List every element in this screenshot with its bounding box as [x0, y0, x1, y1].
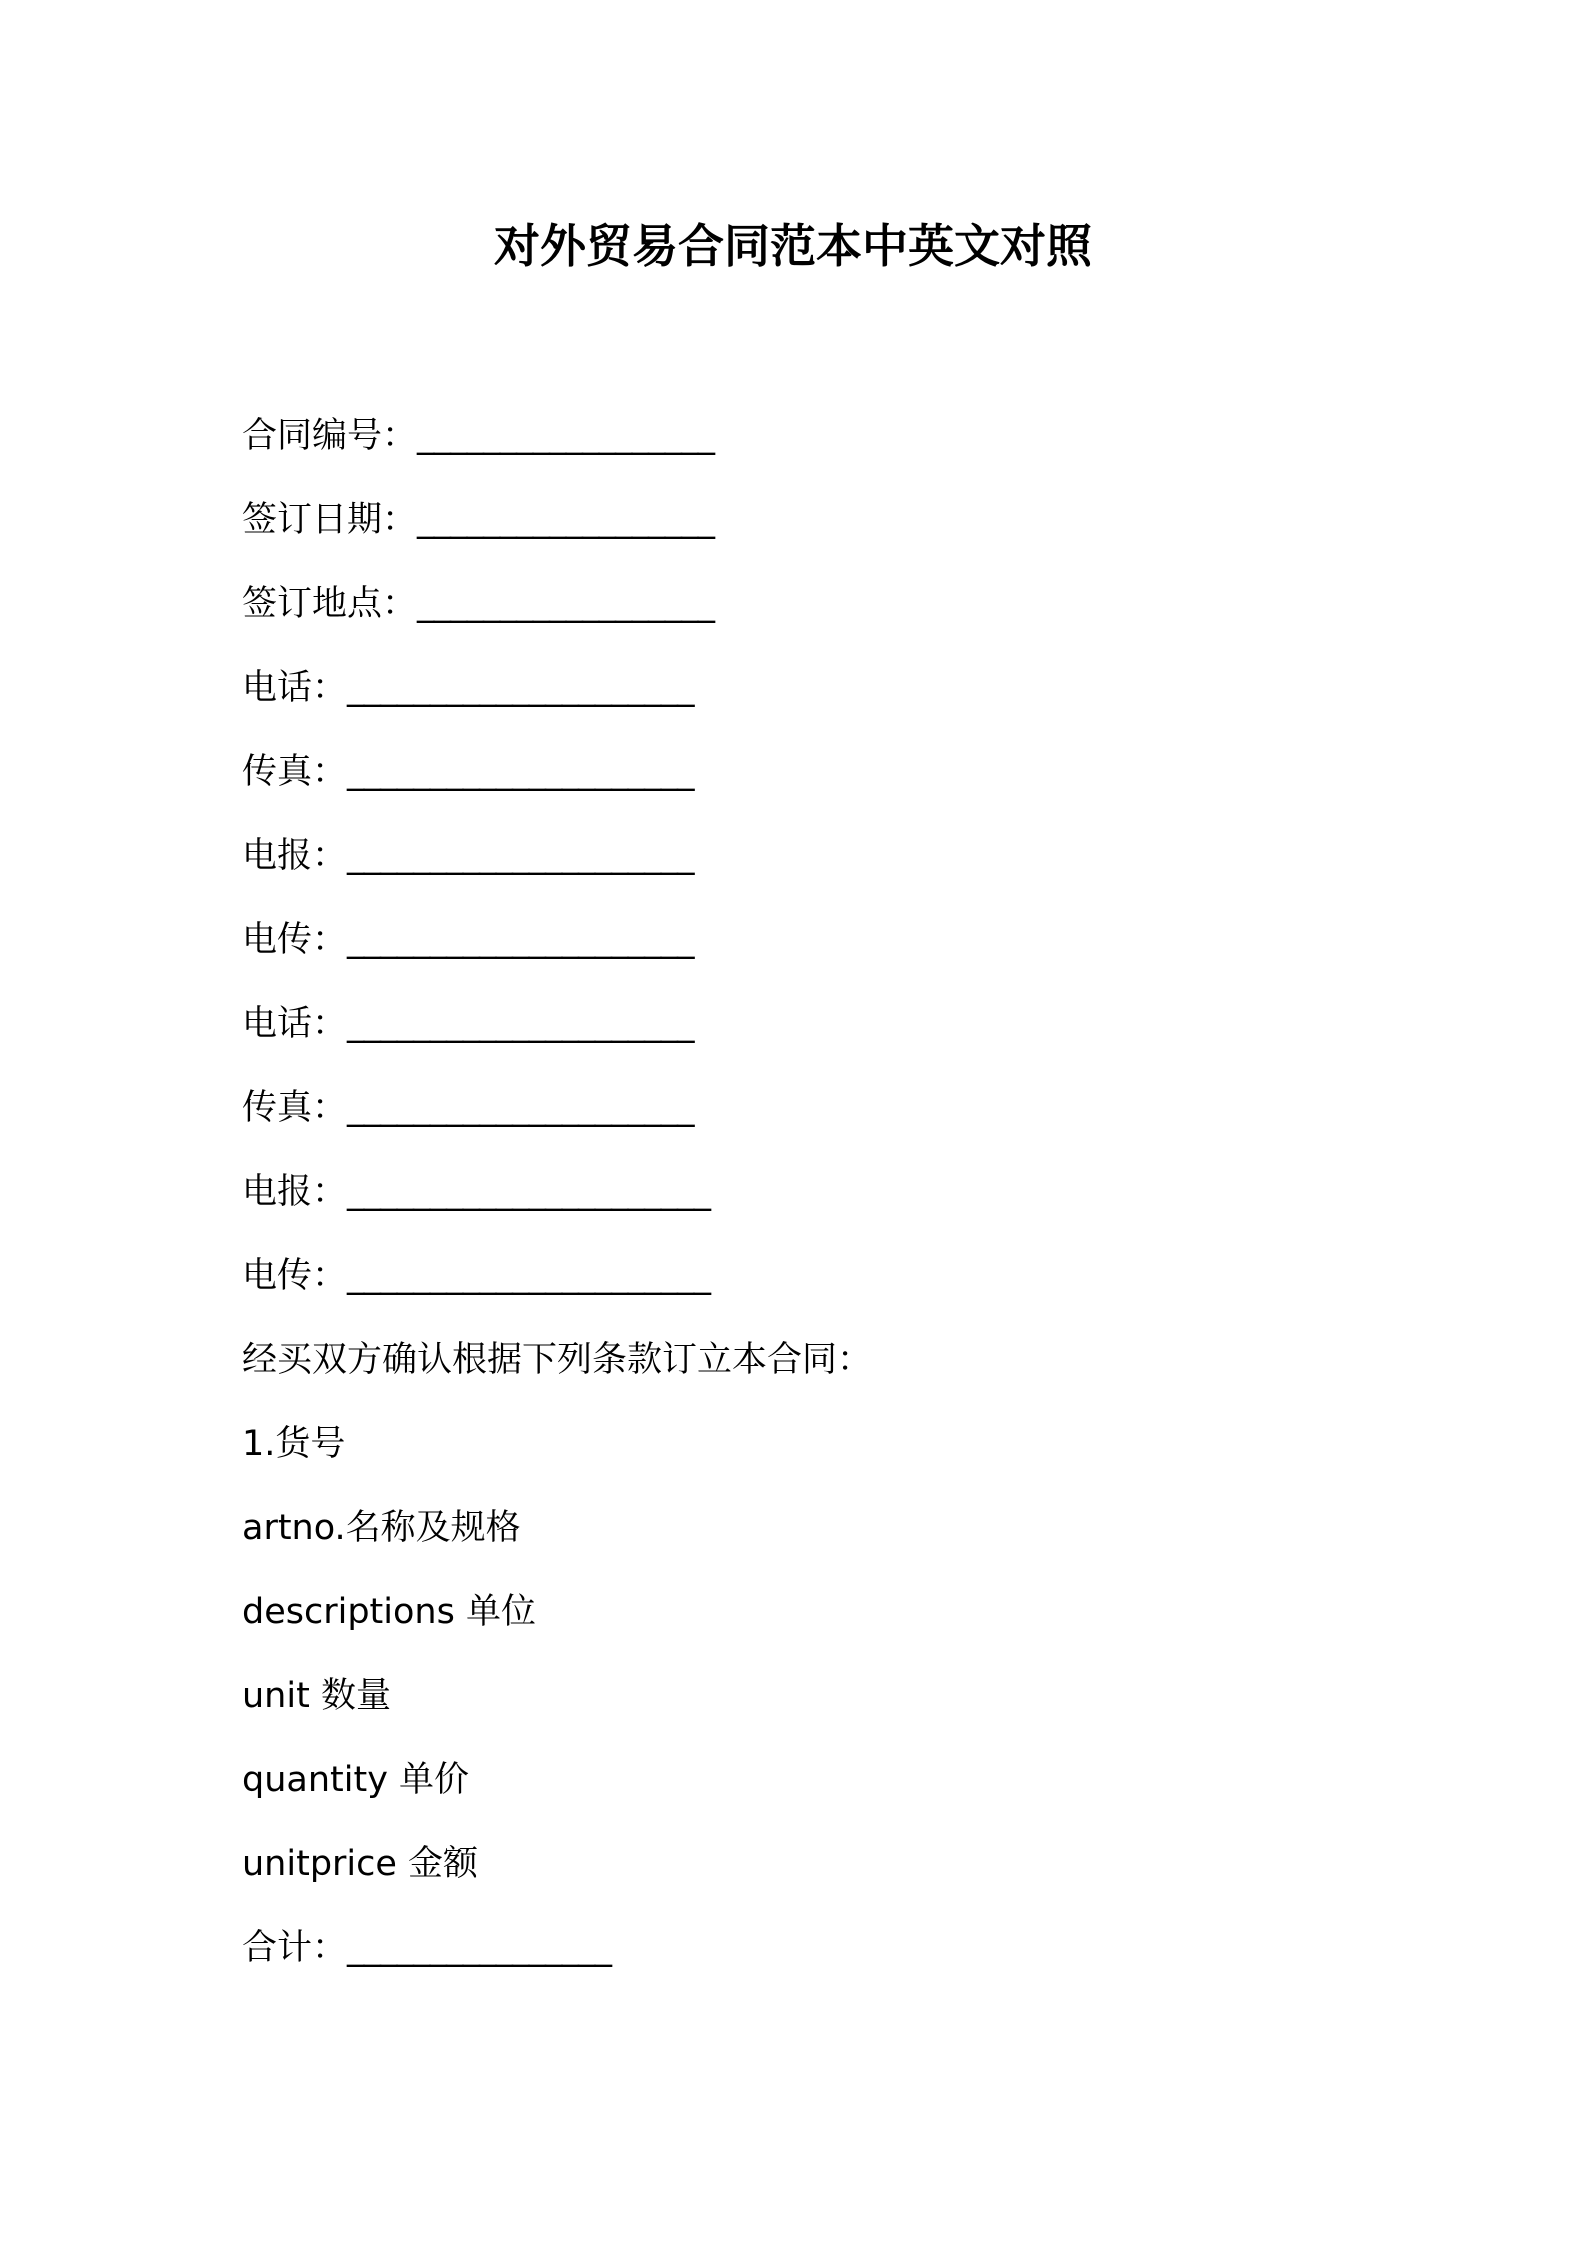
field-total [242, 1918, 1442, 2002]
document-title: 对外贸易合同范本中英文对照 [494, 219, 1092, 273]
clause-unit-price [242, 1750, 1442, 1834]
field-phone [242, 658, 1442, 742]
clause-name-spec [242, 1498, 1442, 1582]
field-label: 合计： [242, 1928, 348, 1968]
fill-in-blank: ________________ [347, 1928, 612, 1968]
field-telex [242, 910, 1442, 994]
paragraph-text: unitprice 金额 [242, 1844, 479, 1884]
field-telegram-2 [242, 1162, 1442, 1246]
paragraph-text: quantity 单价 [242, 1760, 470, 1800]
fill-in-blank: _____________________ [347, 836, 694, 876]
field-fax [242, 742, 1442, 826]
paragraph-text: artno.名称及规格 [242, 1508, 521, 1548]
field-label: 电话： [242, 1004, 348, 1044]
document-body [242, 406, 1442, 2002]
field-label: 电报： [242, 836, 348, 876]
field-label: 传真： [242, 752, 348, 792]
field-label: 电传： [242, 920, 348, 960]
field-label: 传真： [242, 1088, 348, 1128]
field-signing-place [242, 574, 1442, 658]
field-telex-2 [242, 1246, 1442, 1330]
fill-in-blank: _____________________ [347, 1004, 694, 1044]
field-phone-2 [242, 994, 1442, 1078]
field-label: 签订地点： [242, 584, 418, 624]
field-fax-2 [242, 1078, 1442, 1162]
field-label: 合同编号： [242, 416, 418, 456]
field-label: 电报： [242, 1172, 348, 1212]
fill-in-blank: __________________ [417, 584, 715, 624]
fill-in-blank: ______________________ [347, 1172, 711, 1212]
clause-item-number [242, 1414, 1442, 1498]
clause-amount [242, 1834, 1442, 1918]
field-signing-date [242, 490, 1442, 574]
fill-in-blank: _____________________ [347, 1088, 694, 1128]
field-telegram [242, 826, 1442, 910]
paragraph-text: unit 数量 [242, 1676, 391, 1716]
fill-in-blank: __________________ [417, 500, 715, 540]
field-label: 电话： [242, 668, 348, 708]
field-contract-number [242, 406, 1442, 490]
field-label: 电传： [242, 1256, 348, 1296]
fill-in-blank: _____________________ [347, 668, 694, 708]
fill-in-blank: __________________ [417, 416, 715, 456]
fill-in-blank: ______________________ [347, 1256, 711, 1296]
clause-unit [242, 1582, 1442, 1666]
paragraph-text: descriptions 单位 [242, 1592, 536, 1632]
field-label: 签订日期： [242, 500, 418, 540]
paragraph-text: 经买双方确认根据下列条款订立本合同： [242, 1340, 873, 1380]
paragraph-text: 1.货号 [242, 1424, 346, 1464]
contract-intro-text [242, 1330, 1442, 1414]
fill-in-blank: _____________________ [347, 920, 694, 960]
clause-quantity [242, 1666, 1442, 1750]
fill-in-blank: _____________________ [347, 752, 694, 792]
